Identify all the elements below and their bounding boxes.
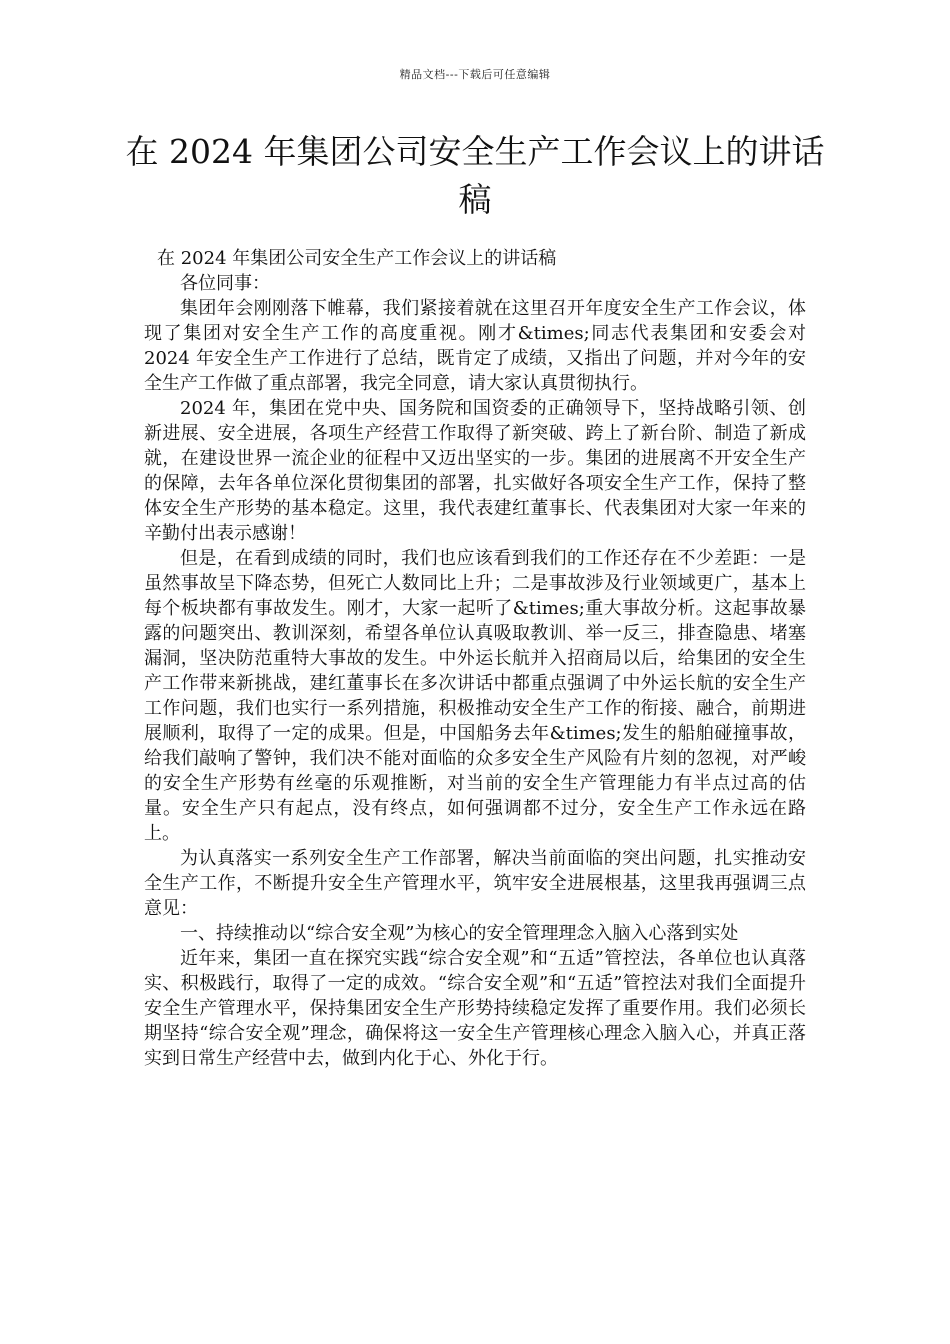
paragraph: 2024 年，集团在党中央、国务院和国资委的正确领导下，坚持战略引领、创新进展、安全进展，各项生产经营工作取得了新突破、跨上了新台阶、制造了新成就，在建设世界一流企业的征程中又迈出坚实的一步。集团的进展离不开安全生产的保障，去年各单位深化贯彻集团的部署，扎实做好各项安全生产工作，保持了整体安全生产形势的基本稳定。这里，我代表建红董事长、代表集团对大家一年来的辛勤付出表示感谢！ [144, 398, 806, 544]
paragraph: 集团年会刚刚落下帷幕，我们紧接着就在这里召开年度安全生产工作会议，体现了集团对安全生产工作的高度重视。刚才&times;同志代表集团和安委会对 2024 年安全生产工作进行了总结，既肯定了成绩，又指出了问题，并对今年的安全生产工作做了重点部署，我完全同意，请大家认真贯彻执行。 [144, 298, 806, 394]
greeting: 各位同事： [180, 273, 270, 294]
document-body [144, 246, 806, 1071]
document-title: 在 2024 年集团公司安全生产工作会议上的讲话稿 [125, 132, 825, 219]
section-heading: 一、持续推动以“综合安全观”为核心的安全管理理念入脑入心落到实处 [180, 923, 739, 944]
document-header-note: 精品文档---下载后可任意编辑 [399, 68, 551, 81]
paragraph: 为认真落实一系列安全生产工作部署，解决当前面临的突出问题，扎实推动安全生产工作，不断提升安全生产管理水平，筑牢安全进展根基，这里我再强调三点意见： [144, 848, 806, 919]
paragraph: 但是，在看到成绩的同时，我们也应该看到我们的工作还存在不少差距：一是虽然事故呈下降态势，但死亡人数同比上升；二是事故涉及行业领域更广，基本上每个板块都有事故发生。刚才，大家一起听了&times;重大事故分析。这起事故暴露的问题突出、教训深刻，希望各单位认真吸取教训、举一反三，排查隐患、堵塞漏洞，坚决防范重特大事故的发生。中外运长航并入招商局以后，给集团的安全生产工作带来新挑战，建红董事长在多次讲话中都重点强调了中外运长航的安全生产工作问题，我们也实行一系列措施，积极推动安全生产工作的衔接、融合，前期进展顺利，取得了一定的成果。但是，中国船务去年&times;发生的船舶碰撞事故，给我们敲响了警钟，我们决不能对面临的众多安全生产风险有片刻的忽视，对严峻的安全生产形势有丝毫的乐观推断，对当前的安全生产管理能力有半点过高的估量。安全生产只有起点，没有终点，如何强调都不过分，安全生产工作永远在路上。 [144, 548, 806, 844]
paragraph: 近年来，集团一直在探究实践“综合安全观”和“五适”管控法，各单位也认真落实、积极践行，取得了一定的成效。“综合安全观”和“五适”管控法对我们全面提升安全生产管理水平，保持集团安全生产形势持续稳定发挥了重要作用。我们必须长期坚持“综合安全观”理念，确保将这一安全生产管理核心理念入脑入心，并真正落实到日常生产经营中去，做到内化于心、外化于行。 [144, 948, 806, 1069]
document-subtitle: 在 2024 年集团公司安全生产工作会议上的讲话稿 [157, 248, 557, 269]
